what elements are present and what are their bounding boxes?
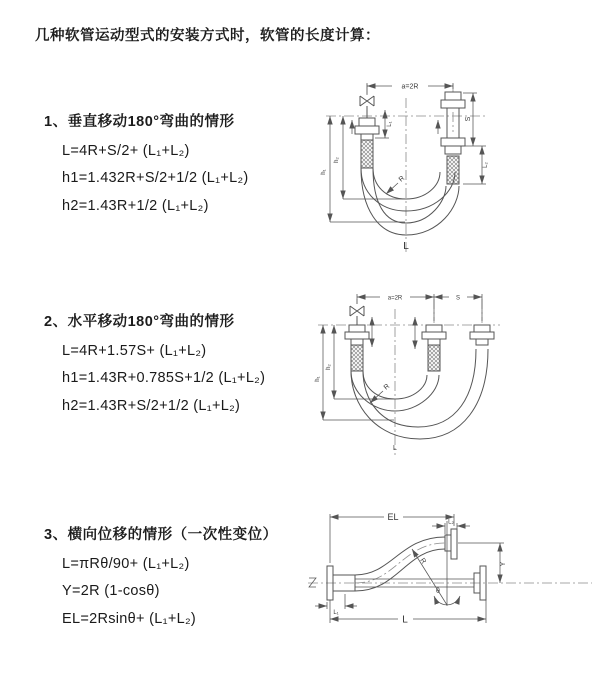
- length-label: L: [403, 241, 409, 252]
- radius-construction: [412, 521, 447, 606]
- centerlines: [326, 84, 486, 254]
- section1-formula-h2: h2=1.43R+1/2 (L₁+L₂): [62, 197, 209, 214]
- section1-heading: 1、垂直移动180°弯曲的情形: [44, 114, 235, 130]
- length-label: L: [393, 445, 397, 452]
- radius-label: R: [418, 557, 427, 566]
- section-vertical-movement: [44, 110, 324, 214]
- dimension-stroke-s: [434, 296, 482, 302]
- drawing-horizontal-180-bend: [310, 287, 600, 462]
- dimension-h1: [321, 116, 405, 222]
- middle-hose-fitting: [422, 325, 446, 371]
- movement-arrows: [372, 317, 415, 349]
- left-hose-fitting: [355, 118, 379, 168]
- drawing-lateral-displacement: [300, 503, 600, 651]
- h2-dim-label: h₂: [334, 157, 340, 163]
- section3-formula-el: EL=2Rsinθ+ (L₁+L₂): [62, 610, 197, 627]
- left-hose-fitting: [345, 325, 369, 371]
- h1-dim-label: h₁: [321, 169, 327, 175]
- movement-arrows: [352, 120, 438, 134]
- section1-formula-h1: h1=1.432R+S/2+1/2 (L₁+L₂): [62, 170, 249, 186]
- hose-curves: [361, 168, 459, 235]
- radius-label: R: [382, 382, 392, 392]
- dimension-l1: [315, 594, 357, 616]
- section-horizontal-movement: [44, 310, 324, 414]
- theta-label: θ: [436, 588, 440, 595]
- right-hose-fitting: [441, 92, 465, 184]
- l1-dim-label: L₁: [333, 610, 339, 616]
- pipe-break-symbol: [309, 578, 316, 587]
- stroke-dim-label: S: [455, 295, 461, 302]
- l1-dim-label: L₁: [387, 121, 393, 127]
- section3-formula-length: L=πRθ/90+ (L₁+L₂): [62, 555, 190, 572]
- y-dim-label: Y: [500, 561, 507, 567]
- radius-leader: [386, 175, 406, 194]
- section2-formula-h1: h1=1.43R+0.785S+1/2 (L₁+L₂): [62, 370, 266, 386]
- hose-curves: [351, 349, 488, 439]
- page-title: 几种软管运动型式的安装方式时，软管的长度计算：: [35, 28, 380, 44]
- valve-icon: [350, 306, 364, 325]
- h1-dim-label: h₁: [315, 376, 321, 382]
- centerlines: [308, 543, 592, 587]
- span-dim-label: a=2R: [401, 83, 419, 91]
- drawing-vertical-180-bend: [308, 72, 598, 272]
- section2-formula-length: L=4R+1.57S+ (L₁+L₂): [62, 342, 207, 359]
- section2-heading: 2、水平移动180°弯曲的情形: [44, 314, 235, 330]
- section3-formula-y: Y=2R (1-cosθ): [62, 583, 160, 599]
- valve-icon: [360, 96, 374, 118]
- dimension-l: [330, 600, 486, 626]
- section2-formula-h2: h2=1.43R+S/2+1/2 (L₁+L₂): [62, 397, 241, 414]
- displaced-hose: [355, 529, 457, 591]
- l2-dim-label: L₂: [483, 162, 489, 168]
- right-hose-fitting: [470, 325, 494, 345]
- l2-dim-label: L₂: [448, 519, 454, 526]
- centerlines: [318, 299, 500, 455]
- dimension-span: [367, 83, 453, 95]
- length-label: L: [402, 614, 408, 626]
- radius-label: R: [397, 174, 407, 184]
- section-lateral-displacement: [44, 523, 324, 627]
- dimension-l2: [482, 146, 489, 184]
- stroke-dim-label: S: [465, 116, 472, 122]
- dimension-y: [458, 543, 507, 583]
- el-dim-label: EL: [387, 512, 399, 522]
- section1-formula-length: L=4R+S/2+ (L₁+L₂): [62, 142, 190, 159]
- span-dim-label: a=2R: [387, 295, 403, 302]
- radius-leader: [370, 383, 391, 403]
- section3-heading: 3、横向位移的情形（一次性变位）: [44, 527, 278, 543]
- h2-dim-label: h₂: [326, 364, 332, 370]
- dimension-span: [357, 294, 482, 321]
- dimension-stroke-s: [463, 93, 486, 184]
